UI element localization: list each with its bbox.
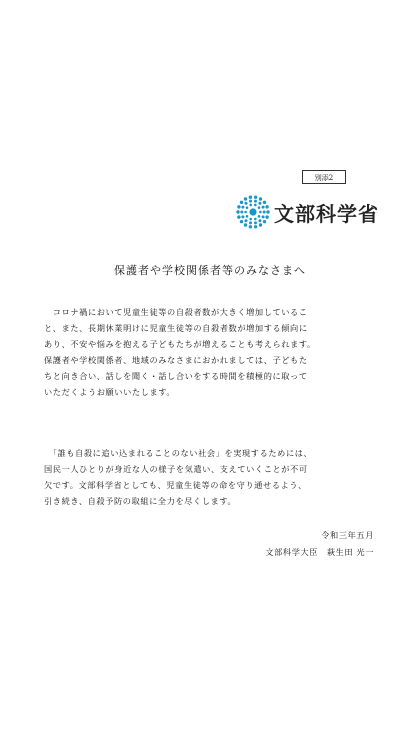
date-line: 令和三年五月 [321, 530, 374, 540]
emblem-dot [259, 223, 262, 226]
emblem-dot [262, 215, 265, 218]
emblem-dot [266, 210, 269, 213]
mext-logo [236, 194, 379, 230]
emblem-core [249, 208, 256, 215]
paragraph-line: いただくようお願いいたします。 [44, 387, 176, 397]
emblem-dot [249, 200, 252, 203]
paragraph-line: 欠です。文部科学省としても、児童生徒等の命を守り通せるよう、 [44, 480, 307, 490]
emblem-dot [245, 202, 248, 205]
emblem-dot [249, 221, 252, 224]
emblem-dot [240, 211, 243, 214]
emblem-dot [259, 197, 262, 200]
emblem-dot [258, 215, 261, 218]
emblem-dot [244, 197, 247, 200]
mext-emblem-icon [236, 195, 270, 229]
emblem-dot [265, 215, 268, 218]
paragraph-line: あり、不安や悩みを抱える子どもたちが増えることも考えられます。 [44, 339, 316, 349]
paragraph-line: 国民一人ひとりが身近な人の様子を気遣い、支えていくことが不可 [44, 464, 308, 474]
paragraph-line: ちと向き合い、話しを聞く・話し合いをする時間を積極的に取って [44, 371, 308, 381]
logo-text: 文部科学省 [274, 201, 379, 226]
emblem-dot [246, 206, 249, 209]
emblem-dot [265, 205, 268, 208]
emblem-dot [249, 196, 252, 199]
emblem-dot [249, 204, 252, 207]
attachment-tag: 別添2 [302, 170, 346, 184]
emblem-dot [254, 221, 257, 224]
page-title: 保護者や学校関係者等のみなさまへ [114, 264, 306, 277]
emblem-dot [254, 218, 257, 221]
emblem-dot [263, 201, 266, 204]
emblem-dot [240, 220, 243, 223]
emblem-dot [237, 205, 240, 208]
emblem-dot [263, 220, 266, 223]
paragraph-line: 保護者や学校関係者、地域のみなさまにおかれましては、子どもた [44, 355, 308, 365]
emblem-dot [263, 211, 266, 214]
emblem-dot [246, 215, 249, 218]
emblem-dot [258, 219, 261, 222]
paragraph-line: 引き続き、自殺予防の取組に全力を尽くします。 [44, 496, 237, 506]
emblem-dot [245, 219, 248, 222]
emblem-dot [262, 206, 265, 209]
paragraph-2 [44, 445, 378, 509]
emblem-dot [254, 196, 257, 199]
paragraph-1 [44, 304, 378, 400]
emblem-dot [249, 225, 252, 228]
emblem-dot [249, 218, 252, 221]
paragraph-line: 「誰も自殺に追い込まれることのない社会」を実現するためには、 [44, 448, 313, 458]
emblem-dot [254, 200, 257, 203]
emblem-dot [244, 211, 247, 214]
emblem-dot [237, 215, 240, 218]
paragraph-line: と、また、長期休業明けに児童生徒等の自殺者数が増加する傾向に [44, 323, 308, 333]
emblem-dot [240, 201, 243, 204]
emblem-dot [258, 206, 261, 209]
emblem-dot [258, 202, 261, 205]
emblem-dot [254, 204, 257, 207]
emblem-dot [241, 215, 244, 218]
emblem-dot [236, 210, 239, 213]
emblem-dot [259, 211, 262, 214]
signature-line: 文部科学大臣 萩生田 光一 [265, 547, 374, 557]
emblem-dot [244, 223, 247, 226]
paragraph-line: コロナ禍において児童生徒等の自殺者数が大きく増加しているこ [44, 307, 308, 317]
emblem-dot [254, 225, 257, 228]
emblem-dot [241, 206, 244, 209]
